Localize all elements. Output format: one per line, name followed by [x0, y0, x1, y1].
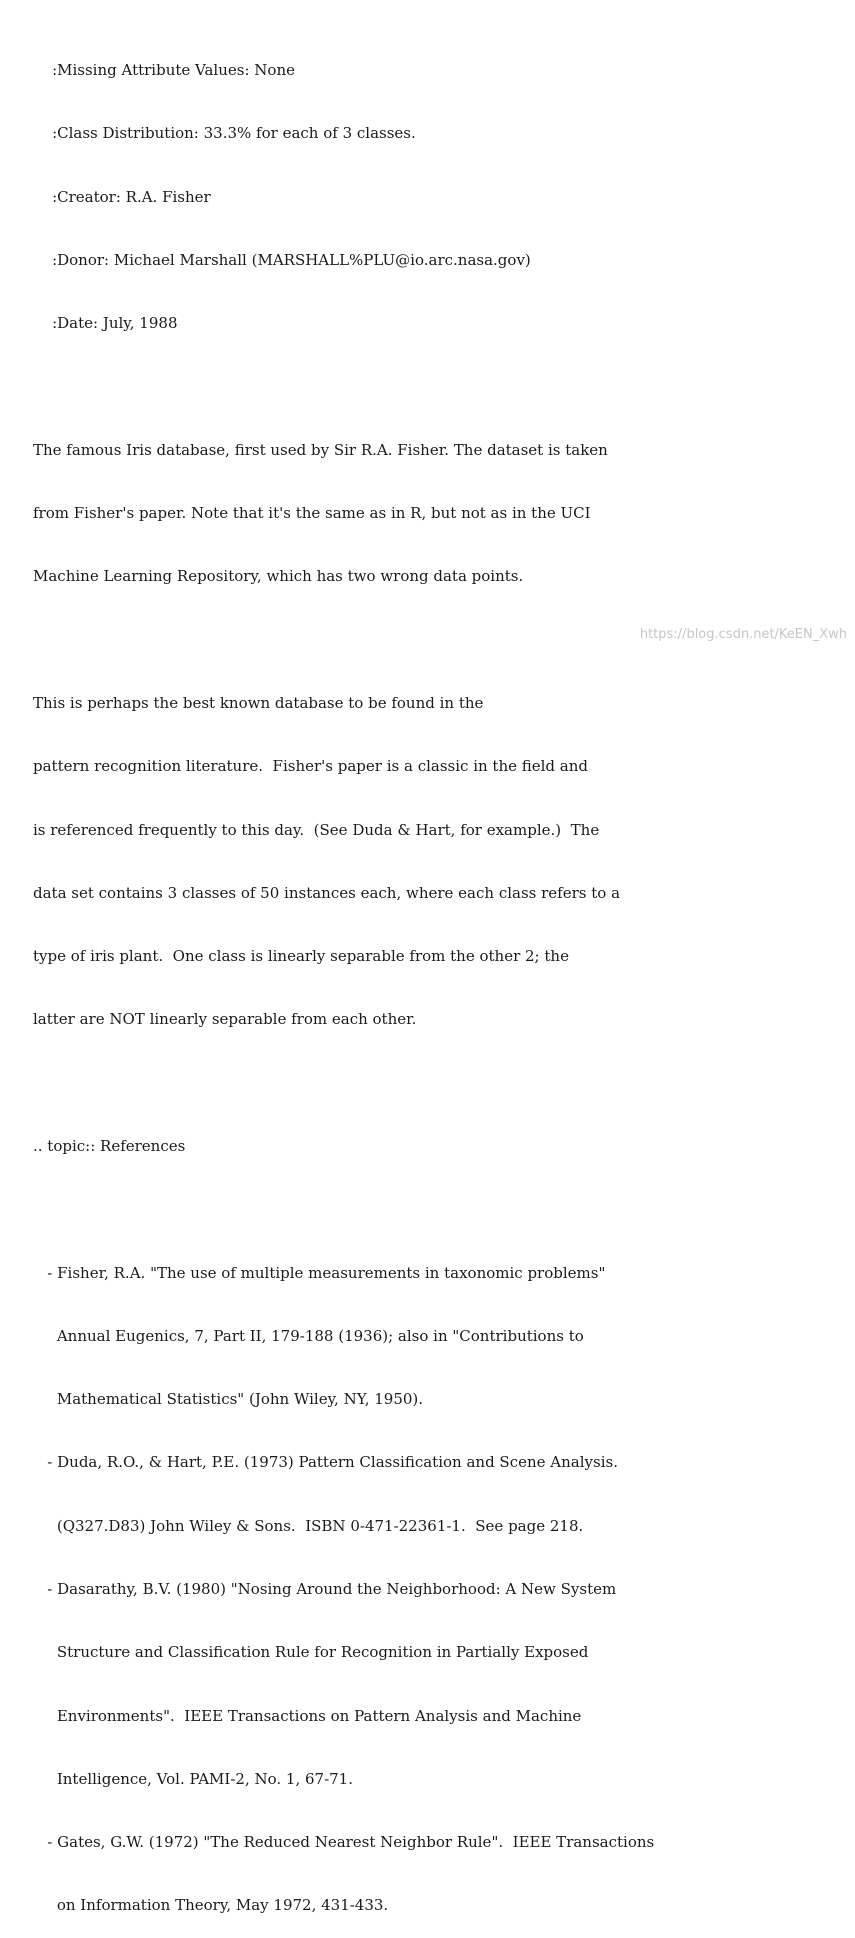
document-text — [33, 18, 843, 1938]
text-line: data set contains 3 classes of 50 instances each, where each class refers to a — [33, 883, 621, 902]
reference-line: Annual Eugenics, 7, Part II, 179-188 (1936); also in "Contributions to — [33, 1326, 584, 1345]
reference-line: Structure and Classification Rule for Recognition in Partially Exposed — [33, 1643, 589, 1662]
reference-line: Intelligence, Vol. PAMI-2, No. 1, 67-71. — [33, 1769, 353, 1788]
text-line: is referenced frequently to this day. (See Duda & Hart, for example.) The — [33, 820, 600, 839]
text-line: :Creator: R.A. Fisher — [33, 187, 211, 206]
text-line: This is perhaps the best known database to be found in the — [33, 694, 484, 712]
reference-line: - Dasarathy, B.V. (1980) "Nosing Around the Neighborhood: A New System — [33, 1579, 617, 1598]
reference-line: Environments". IEEE Transactions on Pattern Analysis and Machine — [33, 1706, 582, 1725]
reference-line: on Information Theory, May 1972, 431-433. — [33, 1896, 389, 1915]
reference-line: - Gates, G.W. (1972) "The Reduced Nearest Neighbor Rule". IEEE Transactions — [33, 1833, 655, 1852]
reference-line: (Q327.D83) John Wiley & Sons. ISBN 0-471-22361-1. See page 218. — [33, 1516, 584, 1535]
blank-line — [33, 377, 843, 398]
section-heading: .. topic:: References — [33, 1136, 186, 1155]
reference-line: - Fisher, R.A. "The use of multiple measurements in taxonomic problems" — [33, 1263, 606, 1282]
text-line: :Donor: Michael Marshall (MARSHALL%PLU@io.arc.nasa.gov) — [33, 251, 531, 270]
watermark-url: https://blog.csdn.net/KeEN_Xwh — [639, 627, 847, 642]
text-line: :Missing Attribute Values: None — [33, 61, 295, 80]
text-line: :Class Distribution: 33.3% for each of 3 classes. — [33, 124, 416, 143]
blank-line — [33, 1199, 843, 1220]
text-line: Machine Learning Repository, which has two wrong data points. — [33, 567, 524, 586]
text-line: type of iris plant. One class is linearly separable from the other 2; the — [33, 947, 569, 966]
text-line: from Fisher's paper. Note that it's the same as in R, but not as in the UCI — [33, 504, 591, 523]
blank-line — [33, 1073, 843, 1094]
text-line: :Date: July, 1988 — [33, 314, 178, 333]
reference-line: - Duda, R.O., & Hart, P.E. (1973) Pattern Classification and Scene Analysis. — [33, 1453, 618, 1472]
text-line: pattern recognition literature. Fisher's paper is a classic in the field and — [33, 757, 589, 776]
reference-line: Mathematical Statistics" (John Wiley, NY, 1950). — [33, 1390, 424, 1409]
text-line: The famous Iris database, first used by Sir R.A. Fisher. The dataset is taken — [33, 440, 608, 459]
text-line: latter are NOT linearly separable from each other. — [33, 1010, 417, 1029]
